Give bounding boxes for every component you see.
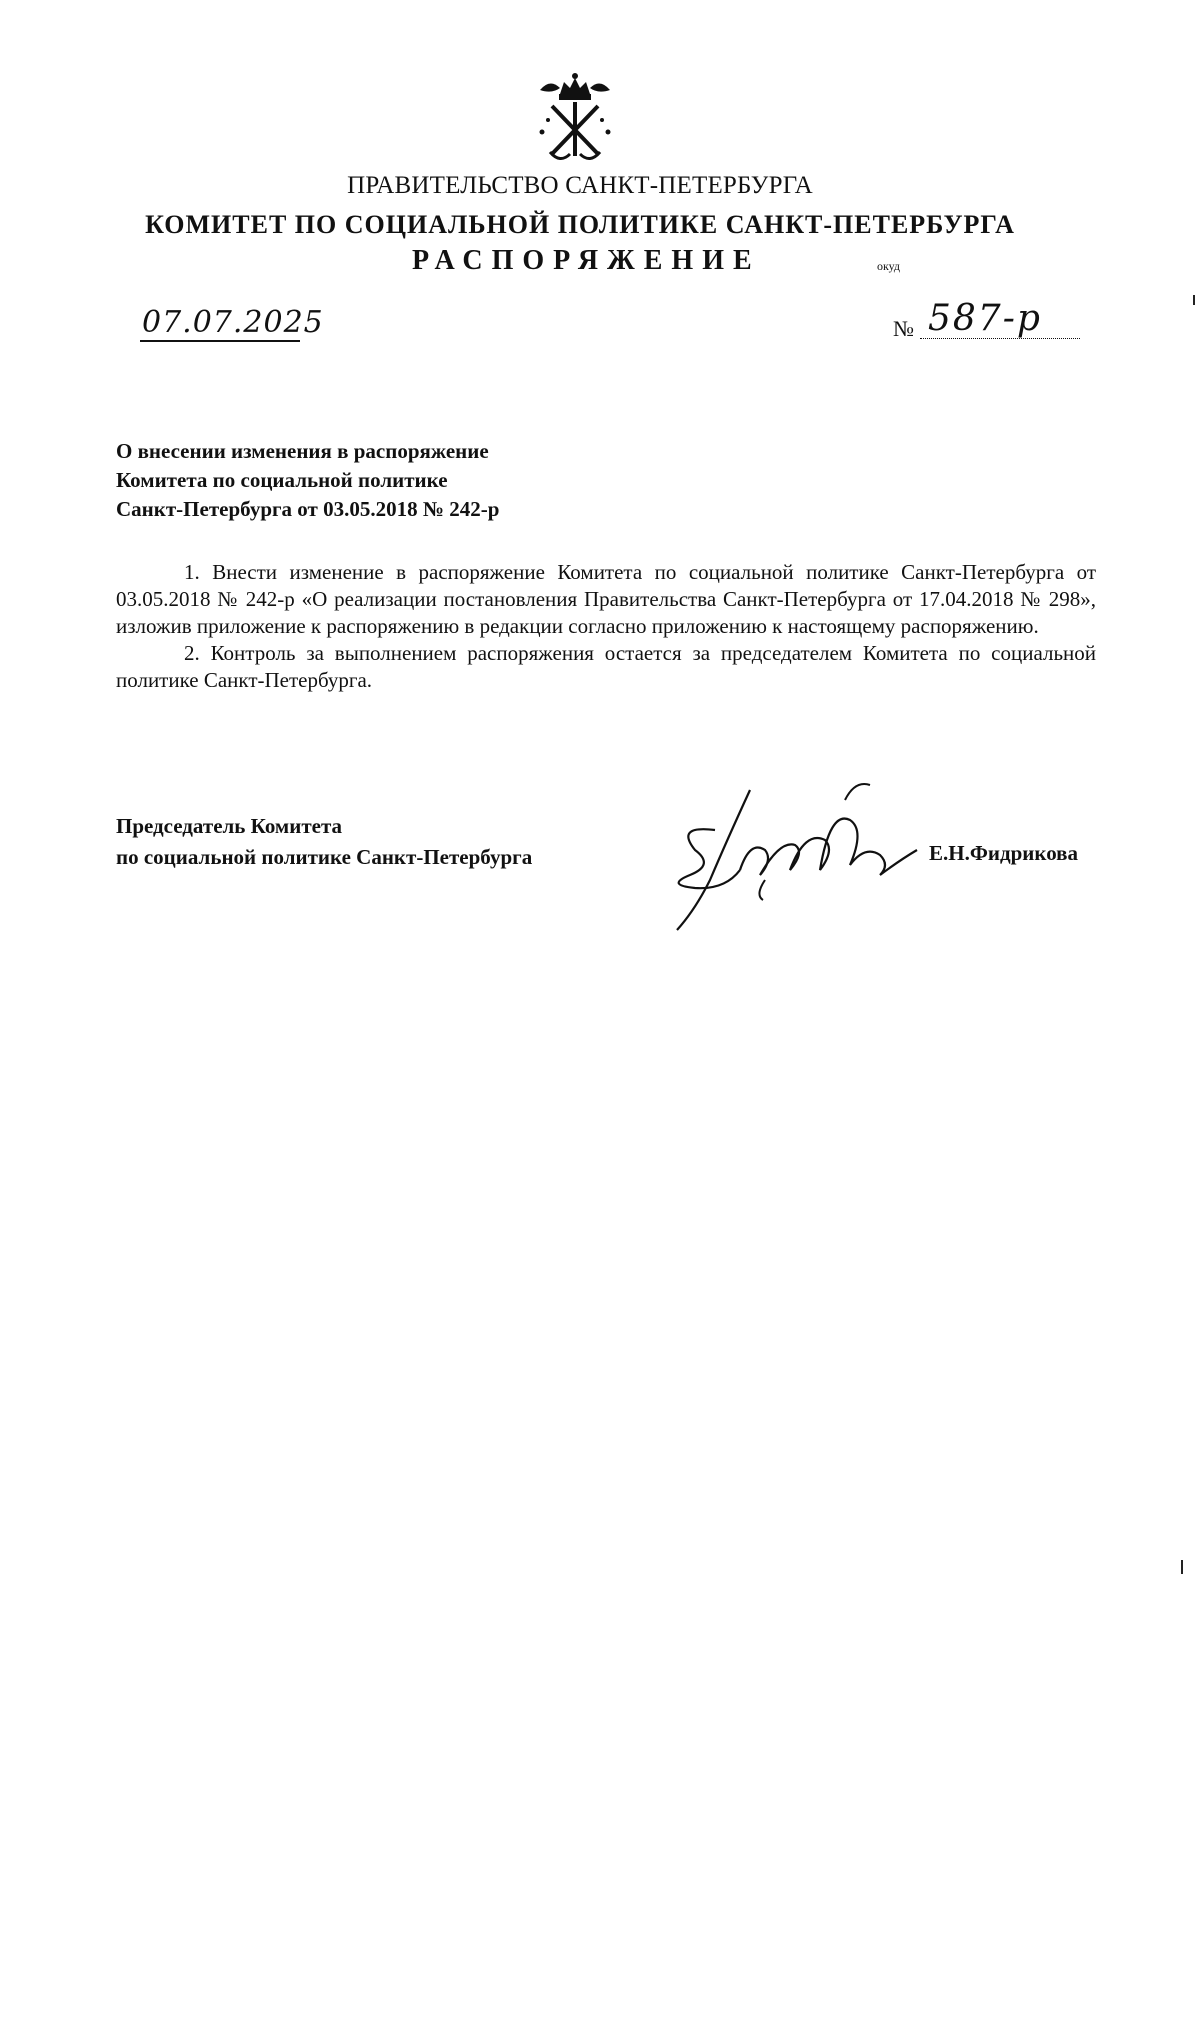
okud-label: окуд (877, 259, 901, 273)
subject-line: Санкт-Петербурга от 03.05.2018 № 242-р (116, 497, 500, 521)
body-paragraph: 2. Контроль за выполнением распоряжения остается за председателем Комитета по социальной политике Санкт-Петербурга. (116, 641, 1096, 692)
position-line: по социальной политике Санкт-Петербурга (116, 845, 533, 869)
document-body (116, 559, 1096, 694)
subject-line: Комитета по социальной политике (116, 468, 448, 492)
number-sign: № (893, 316, 914, 341)
scan-mark (1181, 1560, 1183, 1574)
position-line: Председатель Комитета (116, 814, 343, 838)
government-title: ПРАВИТЕЛЬСТВО САНКТ-ПЕТЕРБУРГА (347, 172, 813, 199)
document-subject (116, 437, 499, 524)
signatory-name: Е.Н.Фидрикова (929, 841, 1079, 865)
handwritten-signature (655, 770, 930, 940)
body-paragraph: 1. Внести изменение в распоряжение Комитета по социальной политике Санкт-Петербурга от 03.05.2018 № 242-р «О реализации постановления Правительства Санкт-Петербурга от 17.04.2018 № 298», изложив приложение к распоряжению в редакции согласно приложению к настоящему распоряжению. (116, 560, 1096, 638)
scan-mark (1193, 295, 1195, 305)
coat-of-arms-emblem (530, 72, 620, 167)
document-type: РАСПОРЯЖЕНИЕ (412, 245, 761, 276)
number-underline (920, 338, 1080, 339)
date-underline (140, 340, 300, 342)
committee-title: КОМИТЕТ ПО СОЦИАЛЬНОЙ ПОЛИТИКЕ САНКТ-ПЕТЕРБУРГА (145, 210, 1015, 239)
signatory-position (116, 811, 532, 873)
document-number: 587-р (928, 298, 1042, 339)
subject-line: О внесении изменения в распоряжение (116, 439, 489, 463)
document-date: 07.07.2025 (142, 305, 324, 340)
